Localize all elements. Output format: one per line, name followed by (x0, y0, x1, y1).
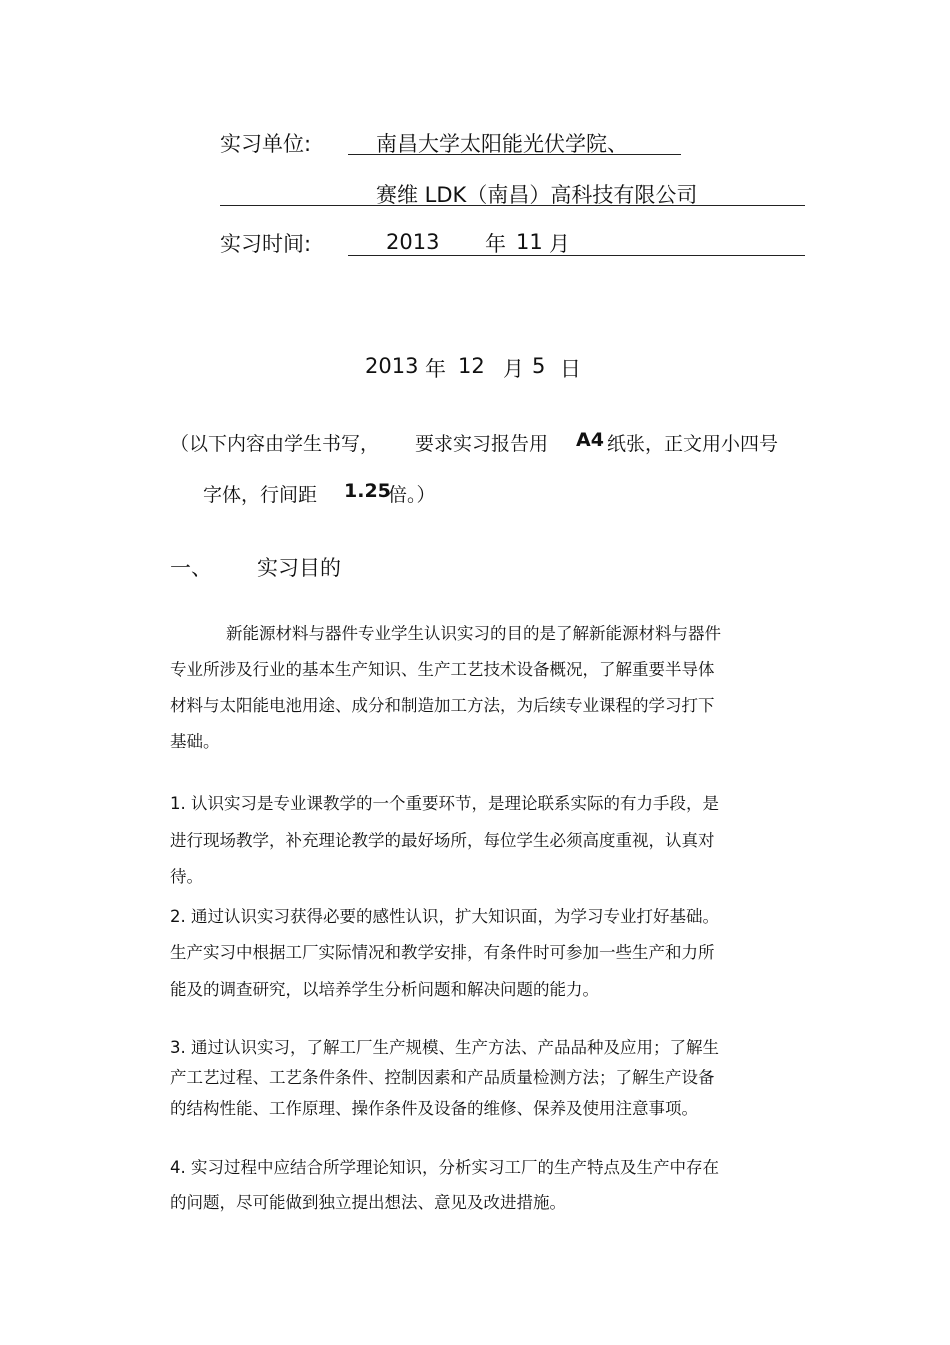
unit-label: 实习单位: (220, 132, 312, 156)
item4-line-1: 4. 实习过程中应结合所学理论知识，分析实习工厂的生产特点及生产中存在 (170, 1158, 719, 1177)
note-line1-c: 纸张，正文用小四号 (607, 433, 779, 455)
item4-line-2: 的问题，尽可能做到独立提出想法、意见及改进措施。 (170, 1193, 566, 1212)
item2-line-2: 生产实习中根据工厂实际情况和教学安排，有条件时可参加一些生产和力所 (170, 943, 715, 962)
date-month: 12 (458, 354, 485, 378)
section-title: 实习目的 (257, 556, 341, 580)
intro-line-1: 新能源材料与器件专业学生认识实习的目的是了解新能源材料与器件 (226, 624, 721, 643)
unit-underline-2 (220, 205, 805, 206)
intro-line-4: 基础。 (170, 732, 220, 751)
time-underline (348, 255, 805, 256)
unit-underline-1 (348, 154, 681, 155)
date-day: 5 (532, 354, 546, 378)
unit-line2: 赛维 LDK（南昌）高科技有限公司 (376, 183, 698, 207)
item2-line-1: 2. 通过认识实习获得必要的感性认识，扩大知识面，为学习专业打好基础。 (170, 907, 719, 926)
date-year-suffix: 年 (425, 357, 446, 381)
intro-line-2: 专业所涉及行业的基本生产知识、生产工艺技术设备概况，了解重要半导体 (170, 660, 715, 679)
section-number: 一、 (170, 556, 212, 580)
note-line-spacing: 1.25 (344, 480, 391, 502)
note-line2-b: 倍。） (388, 484, 436, 506)
date-day-suffix: 日 (560, 357, 581, 381)
time-year: 2013 (386, 230, 440, 254)
note-line1-b: 要求实习报告用 (415, 433, 549, 455)
date-month-suffix: 月 (503, 357, 524, 381)
time-label: 实习时间: (220, 232, 312, 256)
item1-line-3: 待。 (170, 867, 203, 886)
intro-line-3: 材料与太阳能电池用途、成分和制造加工方法，为后续专业课程的学习打下 (170, 696, 715, 715)
note-paper-size: A4 (576, 429, 604, 451)
time-year-suffix: 年 (485, 232, 506, 256)
item1-line-1: 1. 认识实习是专业课教学的一个重要环节，是理论联系实际的有力手段，是 (170, 794, 719, 813)
date-year: 2013 (365, 354, 419, 378)
note-line2-a: 字体，行间距 (203, 484, 318, 506)
item3-line-2: 产工艺过程、工艺条件条件、控制因素和产品质量检测方法；了解生产设备 (170, 1068, 715, 1087)
time-month: 11 (516, 230, 543, 254)
item3-line-1: 3. 通过认识实习，了解工厂生产规模、生产方法、产品品种及应用；了解生 (170, 1038, 719, 1057)
unit-line1: 南昌大学太阳能光伏学院、 (376, 132, 628, 156)
item3-line-3: 的结构性能、工作原理、操作条件及设备的维修、保养及使用注意事项。 (170, 1099, 698, 1118)
note-line1-a: （以下内容由学生书写， (170, 433, 380, 455)
time-month-suffix: 月 (549, 232, 570, 256)
item1-line-2: 进行现场教学，补充理论教学的最好场所，每位学生必须高度重视，认真对 (170, 831, 715, 850)
item2-line-3: 能及的调查研究，以培养学生分析问题和解决问题的能力。 (170, 980, 599, 999)
